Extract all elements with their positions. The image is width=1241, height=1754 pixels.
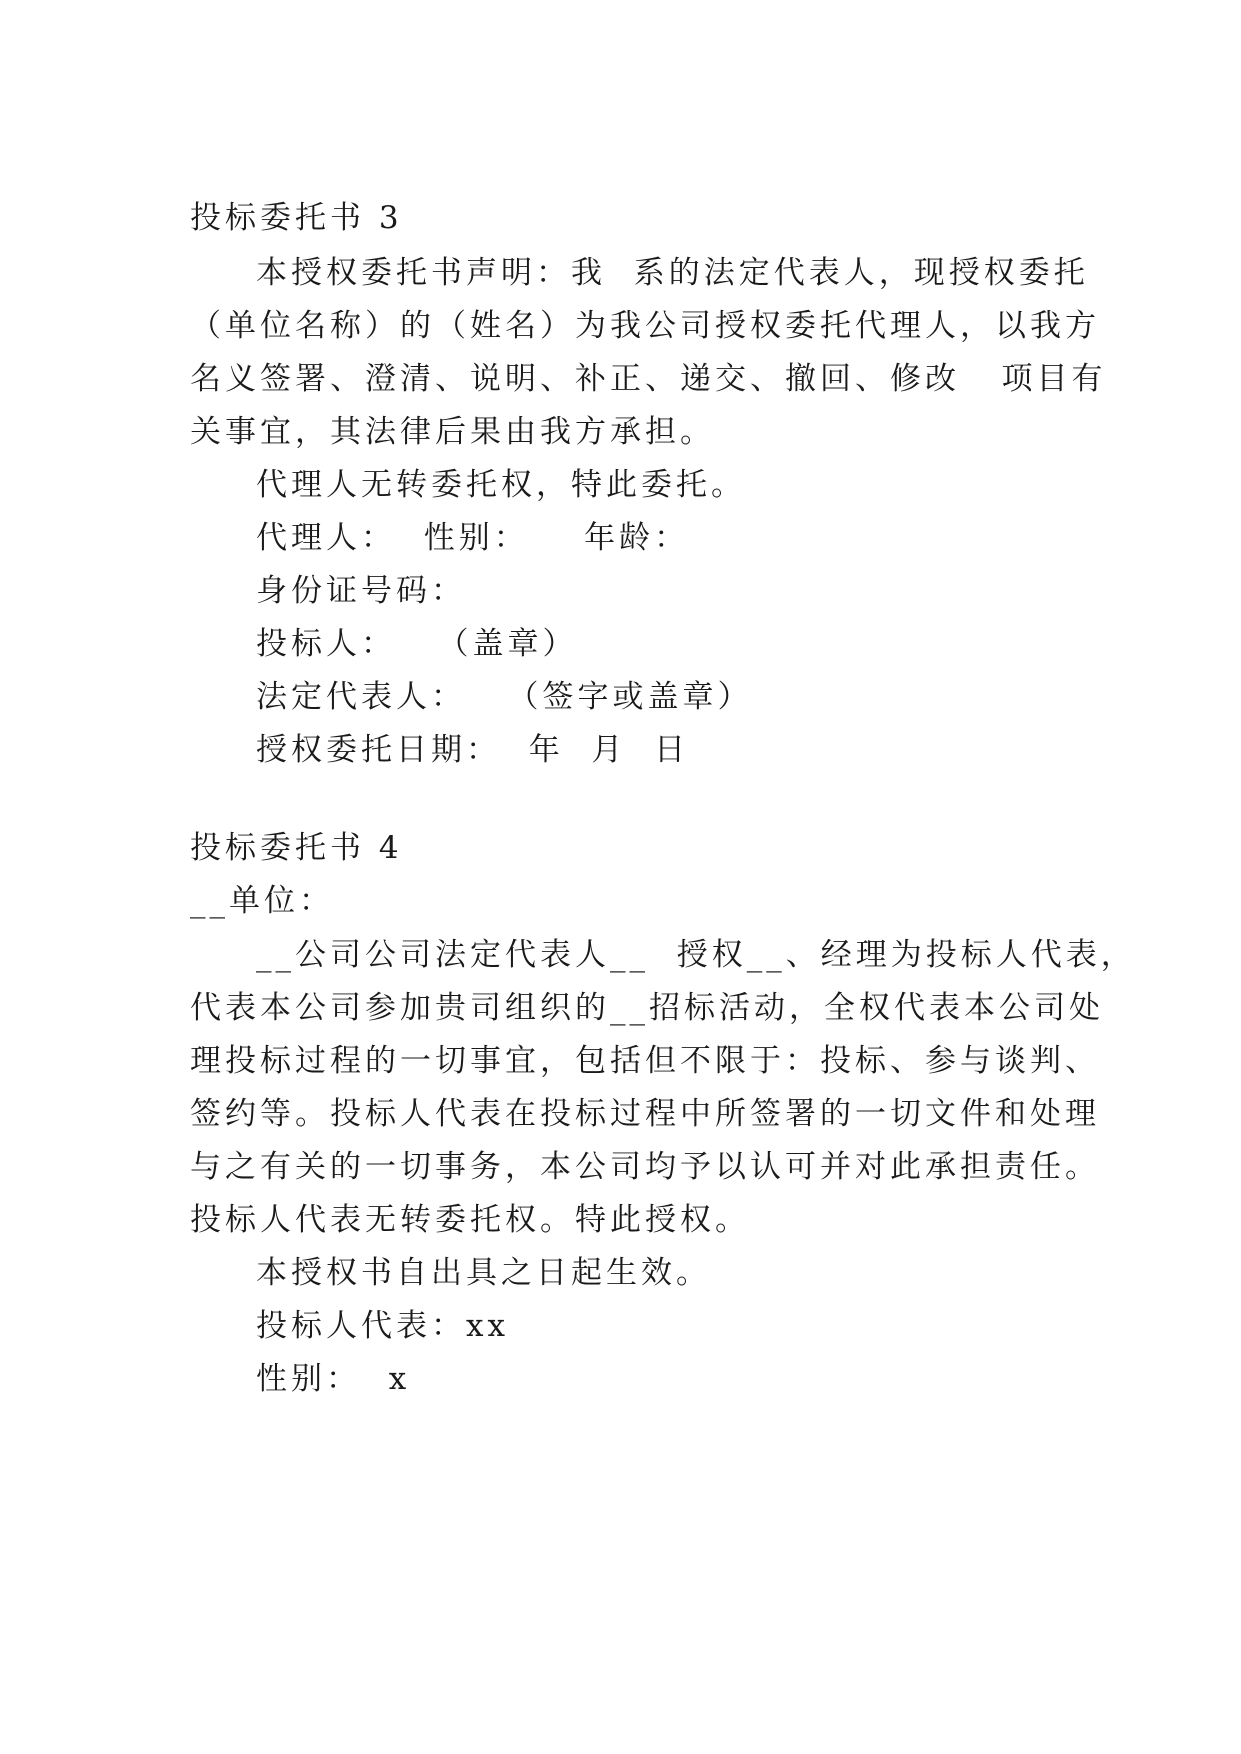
doc4-paragraph-line: 理投标过程的一切事宜，包括但不限于：投标、参与谈判、 xyxy=(190,1043,1100,1079)
doc3-paragraph-line: 关事宜，其法律后果由我方承担。 xyxy=(190,414,715,450)
doc4-title: 投标委托书 4 xyxy=(190,830,403,866)
doc4-paragraph-line: 代表本公司参加贵司组织的__招标活动，全权代表本公司处 xyxy=(190,990,1104,1026)
doc4-paragraph-line: __公司公司法定代表人__ 授权__、经理为投标人代表， xyxy=(256,937,1136,973)
doc3-bidder-seal: 投标人： （盖章） xyxy=(256,626,578,662)
doc4-gender: 性别： x xyxy=(256,1361,411,1397)
doc3-title: 投标委托书 3 xyxy=(190,200,403,236)
doc3-paragraph-line: 名义签署、澄清、说明、补正、递交、撤回、修改 项目有 xyxy=(190,361,1107,397)
doc4-bidder-rep: 投标人代表：xx xyxy=(256,1308,509,1344)
doc3-legal-rep-sign: 法定代表人： （签字或盖章） xyxy=(256,679,753,715)
doc3-paragraph-line: （单位名称）的（姓名）为我公司授权委托代理人，以我方 xyxy=(190,308,1100,344)
doc3-id-number: 身份证号码： xyxy=(256,573,466,609)
doc4-paragraph-line: 与之有关的一切事务，本公司均予以认可并对此承担责任。 xyxy=(190,1149,1100,1185)
doc4-paragraph-line: 投标人代表无转委托权。特此授权。 xyxy=(190,1202,750,1238)
doc3-no-transfer: 代理人无转委托权，特此委托。 xyxy=(256,467,746,503)
doc4-effective: 本授权书自出具之日起生效。 xyxy=(256,1255,711,1291)
doc3-paragraph-line: 本授权委托书声明：我 系的法定代表人，现授权委托 xyxy=(256,255,1089,291)
doc3-auth-date: 授权委托日期： 年 月 日 xyxy=(256,732,690,768)
doc4-unit-line: __单位： xyxy=(190,883,334,919)
doc3-agent-line: 代理人： 性别： 年龄： xyxy=(256,520,690,556)
doc4-paragraph-line: 签约等。投标人代表在投标过程中所签署的一切文件和处理 xyxy=(190,1096,1100,1132)
